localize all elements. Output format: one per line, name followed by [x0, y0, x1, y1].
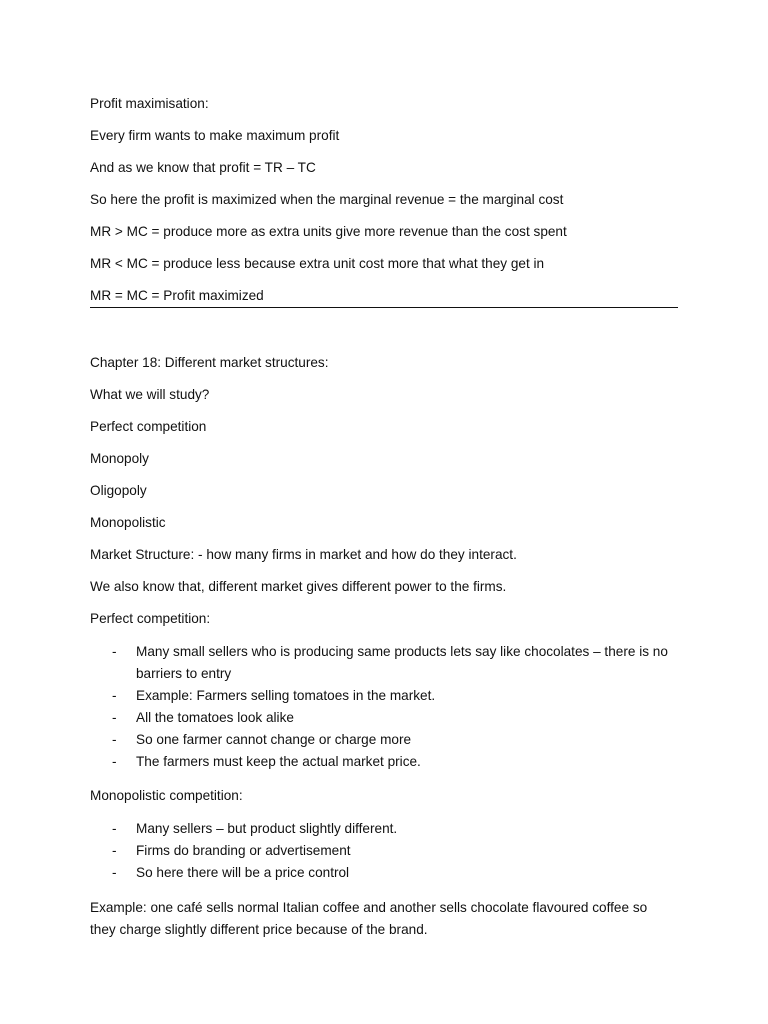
list-item-text: Firms do branding or advertisement — [136, 843, 351, 858]
list-item-text: So one farmer cannot change or charge more — [136, 732, 412, 747]
chapter-heading: Chapter 18: Different market structures: — [90, 355, 329, 370]
text-line: Oligopoly — [90, 483, 147, 498]
dash-bullet: - — [112, 644, 117, 659]
dash-bullet: - — [112, 710, 117, 725]
dash-bullet: - — [112, 821, 117, 836]
list-item — [90, 729, 678, 751]
text-line: Perfect competition — [90, 419, 207, 434]
text-line: Monopoly — [90, 451, 149, 466]
example-paragraph: Example: one café sells normal Italian coffee and another sells chocolate flavoured coffee so they charge slightly different price because of the brand. — [90, 900, 648, 937]
list-item — [90, 641, 678, 685]
list-item — [90, 840, 678, 862]
list-item — [90, 751, 678, 773]
dash-bullet: - — [112, 865, 117, 880]
text-line: What we will study? — [90, 387, 210, 402]
text-line: MR < MC = produce less because extra unit cost more that what they get in — [90, 256, 545, 271]
dash-bullet: - — [112, 843, 117, 858]
list-item — [90, 685, 678, 707]
dash-bullet: - — [112, 754, 117, 769]
monopolistic-competition-list — [90, 818, 678, 884]
list-item-text: All the tomatoes look alike — [136, 710, 294, 725]
text-line: MR > MC = produce more as extra units give more revenue than the cost spent — [90, 224, 567, 239]
list-item-text: The farmers must keep the actual market price. — [136, 754, 421, 769]
text-line: Monopolistic — [90, 515, 166, 530]
perfect-competition-heading: Perfect competition: — [90, 611, 211, 626]
text-line: And as we know that profit = TR – TC — [90, 160, 316, 175]
document-page — [90, 94, 678, 941]
section-gap — [90, 308, 678, 353]
text-line: Market Structure: - how many firms in market and how do they interact. — [90, 547, 517, 562]
list-item-text: So here there will be a price control — [136, 865, 350, 880]
text-line: We also know that, different market gives different power to the firms. — [90, 579, 507, 594]
text-line-with-bottom-border: MR = MC = Profit maximized — [90, 286, 678, 308]
list-item — [90, 818, 678, 840]
list-item — [90, 862, 678, 884]
list-item-text: Example: Farmers selling tomatoes in the market. — [136, 688, 436, 703]
text-line: So here the profit is maximized when the marginal revenue = the marginal cost — [90, 192, 564, 207]
dash-bullet: - — [112, 688, 117, 703]
monopolistic-competition-heading: Monopolistic competition: — [90, 788, 243, 803]
perfect-competition-list — [90, 641, 678, 773]
heading-profit-maximisation: Profit maximisation: — [90, 96, 209, 111]
list-item-text: Many sellers – but product slightly different. — [136, 821, 398, 836]
dash-bullet: - — [112, 732, 117, 747]
list-item — [90, 707, 678, 729]
text-line: Every firm wants to make maximum profit — [90, 128, 340, 143]
list-item-text: Many small sellers who is producing same products lets say like chocolates – there is no barriers to entry — [136, 644, 668, 681]
